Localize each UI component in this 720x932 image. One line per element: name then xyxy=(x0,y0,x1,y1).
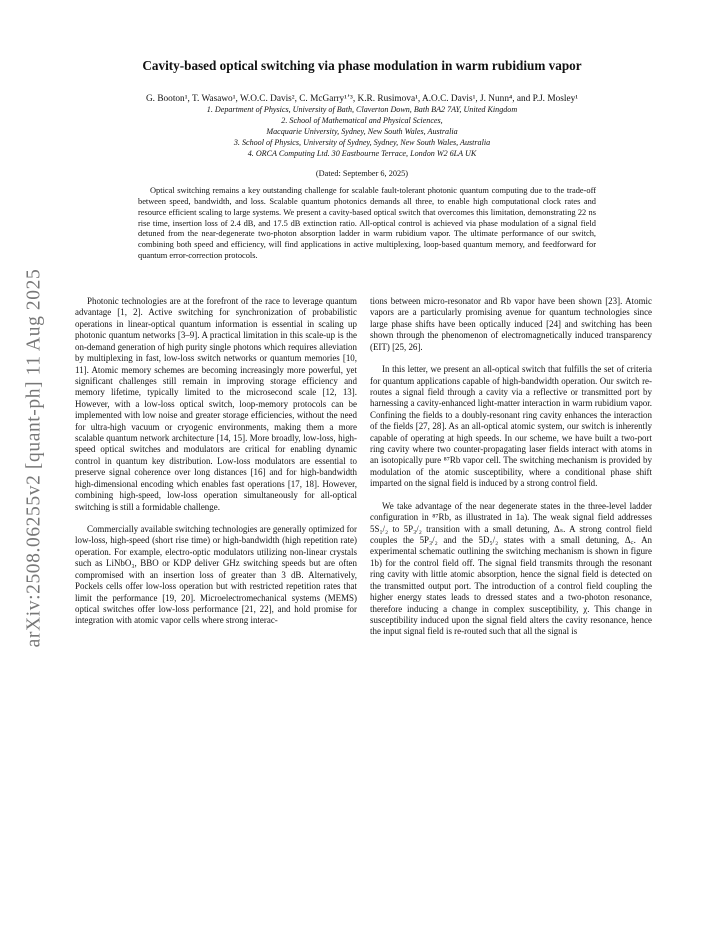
affiliations xyxy=(60,105,664,160)
body-paragraph: Photonic technologies are at the forefront of the race to leverage quantum advantage [1, 2]. Active switching for synchronization of probabilistic operations in linear-optical quantum information is essential in scaling up photonic quantum networks [3–9]. A practical limitation in this scale-up is the on-demand generation of high purity single photons which requires alleviation by multiplexing in fast, low-loss switch networks or quantum memories [10, 11]. Atomic memory schemes are becoming increasingly more powerful, yet significant challenges still remain in improving storage efficiency and memory lifetime, typically limited to the microsecond scale [12, 13]. However, with a low-loss optical switch, loop-memory protocols can be implemented with low noise and greater storage efficiencies, without the need for ultra-high vacuum or cryogenic environments, making them a more scalable quantum network architecture [14, 15]. More broadly, low-loss, high-speed optical switches and modulators are critical for enabling dynamic control in quantum key distribution. Low-loss modulators are essential to preserve signal coherence over long distances [16] and for high-bandwidth high-dimensional encoding which enables fast operations [17, 18]. However, combining high-speed, low-loss operation simultaneously for all-optical switching is still a formidable challenge. xyxy=(75,296,357,512)
right-column xyxy=(370,296,652,649)
author-list: G. Booton¹, T. Wasawo¹, W.O.C. Davis², C. McGarry¹ʼ³, K.R. Rusimova¹, A.O.C. Davis¹, J. Nunn⁴, and P.J. Mosley¹ xyxy=(145,94,579,104)
date-line: (Dated: September 6, 2025) xyxy=(315,169,409,178)
left-column xyxy=(75,296,357,638)
affiliation-line: 3. School of Physics, University of Sydney, Sydney, New South Wales, Australia xyxy=(233,137,491,147)
abstract: Optical switching remains a key outstanding challenge for scalable fault-tolerant photonic quantum computing due to the trade-off between speed, bandwidth, and loss. Scalable quantum photonics demands all three, to enable high computational clock rates and resource efficient scaling to large systems. We present a cavity-based optical switch that overcomes this limitation, demonstrating 22 ns rise time, insertion loss of 2.4 dB, and 17.5 dB extinction ratio. All-optical control is achieved via phase modulation of a signal field detuned from the near-degenerate two-photon absorption ladder in warm rubidium vapor. The ultimate performance of our switch, combining both speed and efficiency, will find applications in active multiplexing, loop-based quantum memory, and feedforward for quantum error-correction protocols. xyxy=(138,186,596,261)
affiliation-line: Macquarie University, Sydney, New South Wales, Australia xyxy=(266,126,458,136)
body-paragraph: In this letter, we present an all-optical switch that fulfills the set of criteria for quantum applications capable of high-bandwidth operation. Our switch re-routes a signal field through a cavity via a reflective or transmitted port by harnessing a cavity-enhanced light-matter interaction in warm rubidium vapor. Confining the fields to a doubly-resonant ring cavity enhances the interaction of the fields [27, 28]. As an all-optical atomic system, our switch is inherently capable of operating at high speeds. In our scheme, we have built a two-port ring cavity where two counter-propagating laser fields interact with atoms in an isotopically pure ⁸⁷Rb vapor cell. The switching mechanism is provided by modulation of the atomic susceptibility, where a conditional phase shift imparted on the signal field is induced by a strong control field. xyxy=(370,364,652,489)
affiliation-line: 1. Department of Physics, University of Bath, Claverton Down, Bath BA2 7AY, United Kingdom xyxy=(206,105,518,114)
arxiv-identifier xyxy=(14,258,54,658)
body-paragraph: We take advantage of the near degenerate states in the three-level ladder configuration in ⁸⁷Rb, as illustrated in 1a). The weak signal field addresses 5S₁/₂ to 5P₃/₂ transition with a small detuning, Δₛ. A strong control field couples the 5P₃/₂ and the 5D₅/₂ states with a small detuning, Δ꜀. An experimental schematic outlining the switching mechanism is shown in figure 1b) for the control field off. The signal field transmits through the resonant ring cavity with little atomic absorption, hence the signal field is detected on the transmitted output port. The introduction of a control field coupling the higher energy states leads to dressed states and a two-photon resonance, therefore inducing a change in complex susceptibility, χ. This change in susceptibility induced upon the signal field alters the cavity resonance, hence the input signal field is re-routed such that all the signal is xyxy=(370,500,652,637)
paper-title: Cavity-based optical switching via phase modulation in warm rubidium vapor xyxy=(142,58,582,73)
affiliation-line: 2. School of Mathematical and Physical Sciences, xyxy=(281,115,443,125)
arxiv-identifier-text: arXiv:2508.06255v2 [quant-ph] 11 Aug 2025 xyxy=(23,268,45,648)
body-paragraph: tions between micro-resonator and Rb vapor have been shown [23]. Atomic vapors are a particularly promising avenue for quantum technologies since large phase shifts have been optically induced [24] and switching has been shown through the phenomenon of electromagnetically induced transparency (EIT) [25, 26]. xyxy=(370,296,652,352)
body-paragraph: Commercially available switching technologies are generally optimized for low-loss, high-speed (short rise time) or high-bandwidth (high repetition rate) operation. For example, electro-optic modulators utilizing non-linear crystals such as LiNbO₃, BBO or KDP deliver GHz switching speeds but are often compromised with an insertion loss of greater than 3 dB. Alternatively, Pockels cells offer low-loss operation but with restricted repetition rates that limit the performance [19, 20]. Microelectromechanical systems (MEMS) optical switches offer low-loss performance [21, 22], and hold promise for integration with atomic vapor cells where strong interac- xyxy=(75,524,357,626)
affiliation-line: 4. ORCA Computing Ltd. 30 Eastbourne Terrace, London W2 6LA UK xyxy=(247,148,477,158)
